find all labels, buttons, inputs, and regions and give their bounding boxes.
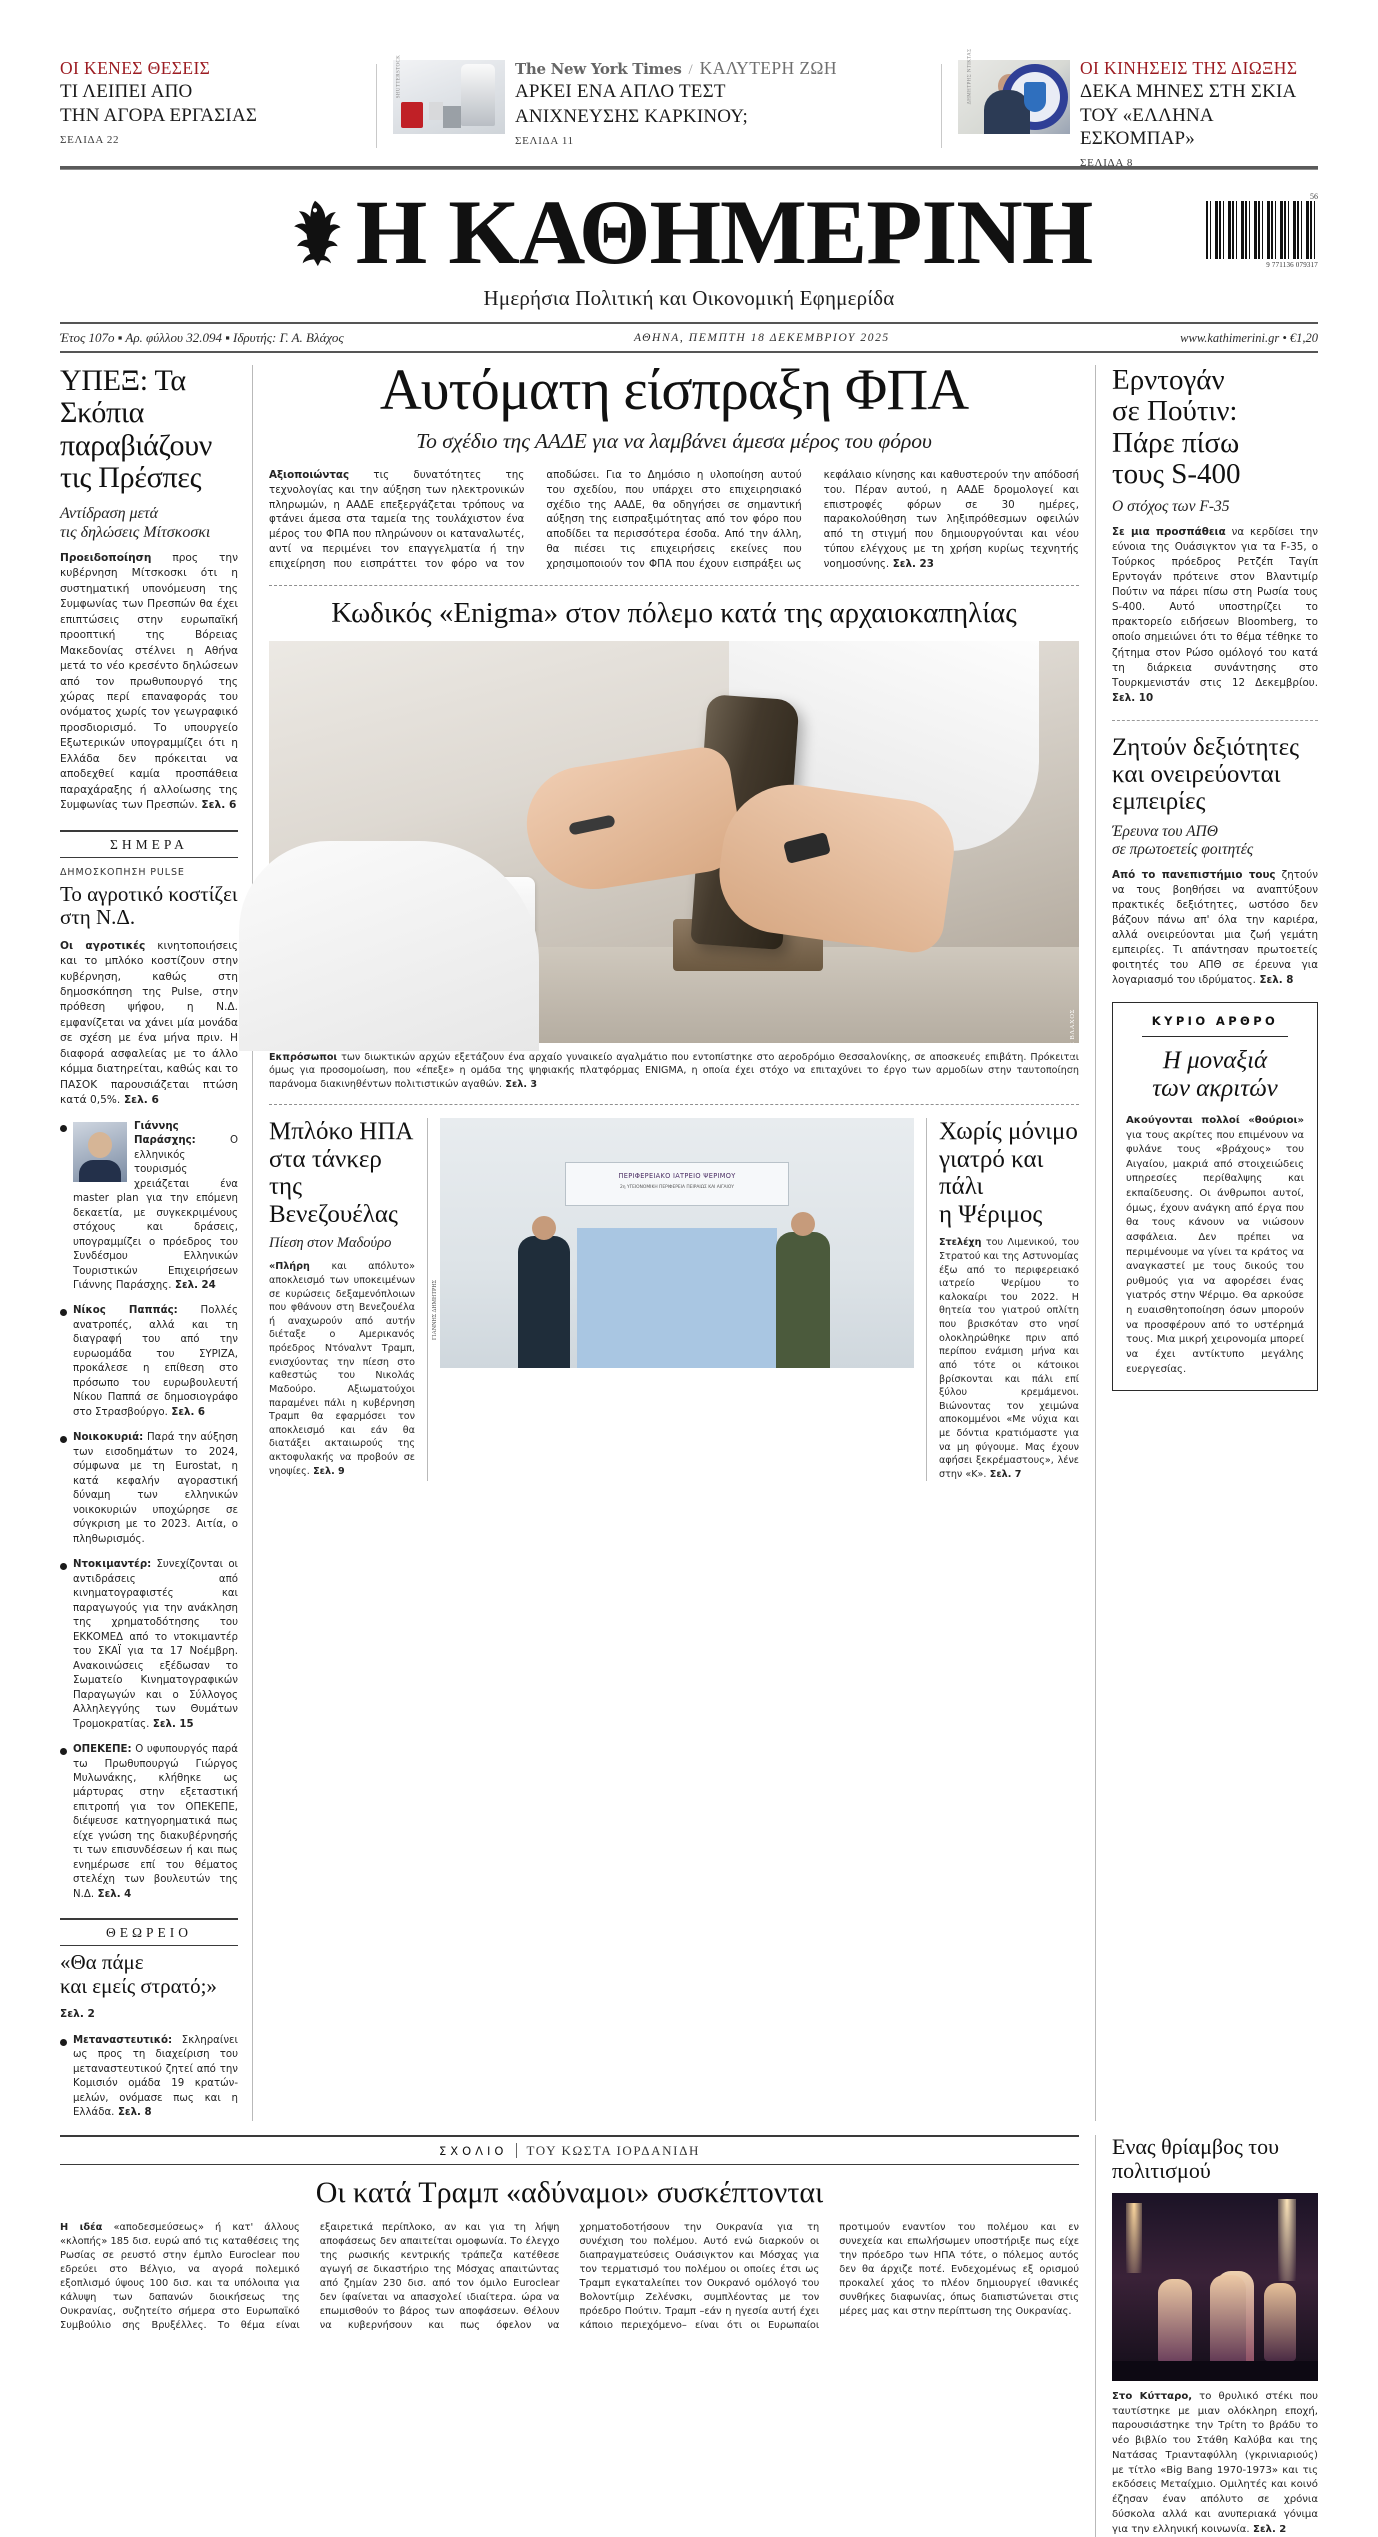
bullet-0-text: Ο ελληνικός τουρισμός χρειάζεται ένα master plan για την επόμενη δεκαετία, με συγκεκριμένους στόχους και δράσεις, υπογραμμίζει ο πρόεδρος του Συνδέσμου Ελληνικών Τουριστικών Επιχειρήσεων Γιάννης Παράσχης.	[73, 1135, 238, 1291]
apth-headline-line2: και ονειρεύονται	[1112, 760, 1281, 788]
erdogan-lead-word: Σε μια προσπάθεια	[1112, 526, 1226, 539]
promo-right-photo-credit: ΔΗΜΗΤΡΗΣ ΝΤΙΚΤΑΣ	[967, 48, 973, 105]
photo-door	[577, 1228, 777, 1368]
left-lead-subhead	[60, 504, 238, 542]
bullet-last-lead: Μεταναστευτικό:	[73, 2034, 173, 2046]
today-label: ΣΗΜΕΡΑ	[110, 836, 188, 852]
editorial-headline-line2: των ακριτών	[1152, 1075, 1278, 1103]
scholio-header	[60, 2137, 1079, 2164]
right-sidebar	[1096, 365, 1318, 2121]
left-lead-ref[interactable]: Σελ. 6	[197, 799, 237, 812]
main-ref[interactable]: Σελ. 23	[889, 557, 934, 570]
theoreio-label: ΘΕΩΡΕΙΟ	[105, 1925, 193, 1941]
erdogan-headline-line1: Ερντογάν	[1112, 364, 1225, 396]
masthead	[60, 181, 1318, 284]
venezuela-lead-word: «Πλήρη	[269, 1261, 310, 1273]
bullet-3-ref[interactable]: Σελ. 15	[149, 1718, 194, 1730]
erdogan-ref[interactable]: Σελ. 10	[1112, 691, 1154, 704]
theoreio-headline-line1: «Θα πάμε	[60, 1950, 144, 1975]
venezuela-subhead: Πίεση στον Μαδούρο	[269, 1235, 392, 1252]
bottom-section	[60, 2135, 1318, 2537]
promo-left-headline-line1: ΤΙ ΛΕΙΠΕΙ ΑΠΟ	[60, 80, 193, 102]
avatar	[73, 1122, 127, 1182]
pulse-kicker: ΔΗΜΟΣΚΟΠΗΣΗ PULSE	[60, 866, 185, 878]
venezuela-body	[269, 1260, 415, 1478]
scholio-divider-icon	[516, 2143, 517, 2158]
dateline-right[interactable]: www.kathimerini.gr • €1,20	[1180, 330, 1318, 345]
promo-right-kicker: ΟΙ ΚΙΝΗΣΕΙΣ ΤΗΣ ΔΙΩΞΗΣ	[1080, 58, 1298, 78]
apth-headline-line1: Ζητούν δεξιότητες	[1112, 733, 1300, 761]
pulse-body	[60, 939, 238, 1109]
pulse-ref[interactable]: Σελ. 6	[120, 1094, 159, 1107]
pserimos-story	[927, 1118, 1079, 1481]
bullet-1-ref[interactable]: Σελ. 6	[167, 1406, 206, 1418]
barcode-bars	[1206, 201, 1318, 259]
erdogan-headline[interactable]	[1112, 365, 1318, 490]
apth-subhead	[1112, 823, 1318, 859]
left-lead-body	[60, 551, 238, 814]
theoreio-section-band	[60, 1918, 238, 1946]
bullet-3-lead: Ντοκιμαντέρ:	[73, 1559, 152, 1571]
left-lead-body-text: προς την κυβέρνηση Μίτσκοσκι ότι η συστηματική υπονόμευση της Συμφωνίας των Πρεσπών θα έχει επιπτώσεις στην ευρωπαϊκή προοπτική της Βόρειας Μακεδονίας στέλνει η Αθήνα μετά το νέο κρεσέντο δηλώσεων από τον πρωθυπουργό της χώρας περί επαναφοράς του ονόματος χωρίς τον γεωγραφικό προσδιορισμό. Το υπουργείο Εξωτερικών υπογραμμίζει ότι η Ελλάδα δεν πρόκειται να αποδεχθεί καμία προσπάθεια παραχάραξης ή αλλοίωσης της Συμφωνίας των Πρεσπών.	[60, 551, 238, 812]
bullet-last-body	[73, 2034, 238, 2121]
main-content	[253, 357, 1095, 2121]
enigma-photo-credit: ΔΗΜΗΤΡΗΣ ΒΛΑΧΟΣ	[1069, 1008, 1076, 1082]
scholio-rule-bottom	[60, 2164, 1079, 2165]
apth-subhead-line2: σε πρωτοετείς φοιτητές	[1112, 840, 1254, 858]
photo-figure-officer	[518, 1236, 570, 1368]
today-section-band	[60, 830, 238, 858]
main-grid	[60, 357, 1319, 2121]
editorial-body	[1126, 1114, 1304, 1377]
police-seal-icon	[1002, 64, 1068, 130]
nyt-logo: The New York Times	[515, 60, 682, 78]
pserimos-photo-wrap	[428, 1118, 926, 1481]
apth-ref[interactable]: Σελ. 8	[1255, 973, 1294, 986]
photo-performer-1	[1158, 2279, 1192, 2363]
bullet-2-body	[73, 1431, 238, 1547]
bullet-2-lead: Νοικοκυριά:	[73, 1432, 144, 1444]
theoreio-ref-wrap	[60, 2007, 238, 2022]
bullet-3-body	[73, 1558, 238, 1732]
scholio-headline[interactable]: Οι κατά Τραμπ «αδύναμοι» συσκέπτονται	[315, 2175, 824, 2209]
bullet-dot-icon	[60, 1309, 67, 1316]
masthead-tagline: Ημερήσια Πολιτική και Οικονομική Εφημερίδα	[483, 286, 895, 310]
bullet-dot-icon	[60, 1125, 67, 1132]
scholio-label: ΣΧΟΛΙΟ	[438, 2143, 508, 2158]
barcode	[1206, 192, 1318, 269]
venezuela-body-text: και απόλυτο» αποκλεισμό των υποκειμένων σε κυρώσεις δεξαμενόπλοιων που φθάνουν στη Βενεζουέλα ή αναχωρούν από αυτήν διέταξε ο Αμερικανός πρόεδρος Ντόναλντ Τραμπ, ενισχύοντας την πίεση στο καθεστώς του Νικολάς Μαδούρο. Αξιωματούχοι παραμένει πάλι η κυβέρνηση Τραμπ θα εφαρμόσει τον αποκλεισμό και εάν θα διατάξει ακταιωρούς της ακτοφυλακής να προβούν σε νηοψίες.	[269, 1261, 415, 1477]
bullet-4-body	[73, 1743, 238, 1902]
editorial-rule	[1142, 1036, 1288, 1037]
left-lead-subhead-line1: Αντίδραση μετά	[60, 504, 158, 522]
editorial-label: ΚΥΡΙΟ ΑΡΘΡΟ	[1151, 1013, 1279, 1028]
photo-stage-light-left	[1126, 2203, 1142, 2273]
bullet-3-text: Συνεχίζονται οι αντιδράσεις από κινηματογραφιστές και παραγωγούς για την ανάκληση της χρηματοδότησης του ΕΚΚΟΜΕΔ από το ντοκιμαντέρ του ΣΚΑΪ για τα 17 Νοέμβρη. Ανακοινώσεις εξέδωσαν το Σωματείο Κινηματογραφικών Παραγωγών και ο Σύλλογος Αλληλεγγύης των Θυμάτων Τρομοκρατίας.	[73, 1559, 238, 1730]
list-item[interactable]	[60, 1120, 238, 1294]
erdogan-headline-line4: τους S-400	[1112, 457, 1241, 490]
bullet-last-text: Σκληραίνει ως προς τη διαχείριση του μεταναστευτικού ζητεί από την Κομισιόν ομάδα 19 κρατών-μελών, ονόμασε πως και η Ελλάδα.	[73, 2034, 238, 2119]
left-lead-lead-word: Προειδοποίηση	[60, 551, 152, 564]
enigma-caption-lead: Εκπρόσωποι	[269, 1051, 338, 1063]
scholio-col4: Τραμπ –εάν η ηγεσία αυτή έχει κάποιο περιεχόμενο– είναι ότι οι Ευρωπαίοι προτιμούν εναντίον του πολέμου και εν συνεχεία και επωλήσωμεν υποστήριξε πως είχε την πρόεδρο των ΗΠΑ τότε, ο πόλεμος αυτός δεν θα άρχιζε ποτέ. Ενδεχομένως εξ ορισμού προκαλεί χάος το πλέον δημιουργεί ιθανικές συνθήκες διαφωνίας, όπως διαπιστώνεται στις μέρες μας και στην περίπτωση της Ουκρανίας.	[579, 2221, 1079, 2332]
pserimos-photo	[432, 1118, 914, 1368]
venezuela-ref[interactable]: Σελ. 9	[309, 1465, 345, 1477]
editorial-box	[1112, 1002, 1318, 1391]
top-promo-banner	[60, 48, 1318, 170]
promo-divider-1	[376, 64, 377, 148]
barcode-number: 9 771136 079317	[1266, 261, 1318, 269]
dateline-rule-bottom	[60, 351, 1318, 353]
culture-article	[1096, 2135, 1318, 2537]
bullet-dot-icon	[60, 2039, 67, 2046]
scholio-article	[60, 2135, 1095, 2537]
pserimos-lead-word: Στελέχη	[939, 1237, 982, 1249]
venezuela-story	[269, 1118, 427, 1481]
editorial-headline-line1: Η μοναξιά	[1162, 1046, 1268, 1074]
promo-center-page-ref: ΣΕΛΙΔΑ 11	[515, 134, 574, 147]
promo-item-center[interactable]	[393, 54, 925, 147]
scholio-col1: «αποδεσμεύσεως» ή κατ' άλλους «κλοπής» 185 δισ. ευρώ από τις καταθέσεις της Ρωσίας σε ρευστό στην έμπλο Euroclear που εδρεύει στο Βέλγιο, να αγορά πολεμικό εξοπλισμό ύψους 100 δισ. και τα υπόλοιπα για κάλυψη των δαπανών διοικήσεως της Ουκρανίας, συζητείτο σήμερα στο Ευρωπαϊκό Συμβούλιο σης Βρυξέλλες.	[60, 2221, 300, 2332]
pserimos-body	[939, 1236, 1079, 1481]
scholio-col3: ώρα να επωμισθούν το βάρος των αποφάσεων. Θέλουν να κυβερνήσουν και πως όφελον να χρηματοδοτήσουν την Ουκρανία για τη συνέχιση του πολέμου. Αυτό ενώ διαρκούν οι διαπραγματεύσεις Ουάσιγκτον και Μόσχας για τον τερματισμό του πολέμου οι οποίες έτσι ως Τραμπ εγκαταλείπει τον Ουκρανό ομόλογό του Βολοντίμιρ Ζελένσκι, συμπλέοντας με τον πρόεδρο Πούτιν.	[319, 2221, 820, 2332]
list-item[interactable]	[60, 1743, 238, 1902]
photo-stage-light-right	[1278, 2199, 1296, 2281]
scholio-byline: ΤΟΥ ΚΩΣΤΑ ΙΟΡΔΑΝΙΔΗ	[526, 2142, 701, 2158]
enigma-caption-text: των διωκτικών αρχών εξετάζουν ένα αρχαίο γυναικείο αγαλμάτιο που εντοπίστηκε στο αεροδρόμιο Θεσσαλονίκης, σε αποσκευές επιβάτη. Πρόκειται όμως για προσομοίωση, που «έπεξε» η ομάδα της ψηφιακής πλατφόρμας ENIGMA, η οποία έχει στόχο να επιταχύνει το έργο των αρμοδίων στην ταυτοποίηση παράνομα διακινηθέντων πολιτιστικών αγαθών.	[269, 1051, 1079, 1090]
clinic-sign	[565, 1162, 789, 1206]
trio-divider	[269, 1104, 1079, 1105]
promo-center-headline-line1: ΑΡΚΕΙ ΕΝΑ ΑΠΛΟ ΤΕΣΤ	[515, 81, 726, 102]
main-body	[269, 468, 1079, 572]
dateline-center: ΑΘΗΝΑ, ΠΕΜΠΤΗ 18 ΔΕΚΕΜΒΡΙΟΥ 2025	[634, 332, 890, 344]
promo-left-page-ref: ΣΕΛΙΔΑ 22	[60, 134, 120, 147]
enigma-caption-ref[interactable]: Σελ. 3	[502, 1078, 538, 1090]
editorial-headline[interactable]	[1126, 1047, 1304, 1104]
bullet-4-lead: ΟΠΕΚΕΠΕ:	[73, 1744, 132, 1756]
pserimos-headline-line2: γιατρό και πάλι	[939, 1145, 1044, 1201]
promo-item-right[interactable]	[958, 48, 1318, 170]
list-item[interactable]	[60, 2034, 238, 2121]
bullet-1-lead: Νίκος Παππάς:	[73, 1305, 178, 1317]
pserimos-photo-credit: ΓΙΑΝΝΗΣ ΔΗΜΗΤΡΗΣ	[432, 1280, 438, 1341]
erdogan-body-text: να κερδίσει την εύνοια της Ουάσιγκτον για τα F-35, ο Τούρκος πρόεδρος Ρετζέπ Ταγίπ Ερντογάν πρότεινε στον Βλαντιμίρ Πούτιν να πάρει πίσω στη Ρωσία τους S-400. Αυτό υποστηρίζει το πρακτορείο ειδήσεων Bloomberg, το οποίο σημειώνει ότι το θέμα τέθηκε το ζήτημα στον Ρώσο ομόλογό του κατά τη διάρκεια συνάντησης στο Τουρκμενιστάν στις 12 Δεκεμβρίου.	[1112, 526, 1318, 689]
promo-left-headline-line2: ΤΗΝ ΑΓΟΡΑ ΕΡΓΑΣΙΑΣ	[60, 105, 258, 127]
promo-center-headline-line2: ΑΝΙΧΝΕΥΣΗΣ ΚΑΡΚΙΝΟΥ;	[515, 105, 748, 127]
apth-headline[interactable]	[1112, 734, 1318, 815]
promo-right-page-ref: ΣΕΛΙΔΑ 8	[1080, 157, 1134, 170]
bullet-1-body	[73, 1304, 238, 1420]
left-lead-subhead-line2: τις δηλώσεις Μίτσκοσκι	[60, 523, 211, 541]
bullet-dot-icon	[60, 1436, 67, 1443]
promo-center-slash: /	[688, 62, 693, 78]
editorial-body-text: για τους ακρίτες που επιμένουν να φυλάνε τους «βράχους» του Αιγαίου, μακριά από στοιχειώδεις υπηρεσίες περίθαλψης και εκπαίδευσης. Οι άνθρωποι αυτοί, όμως, έχουν ανάγκη από έργα που θα τους κάνουν να νιώσουν ασφάλεια. Δεν πρέπει να περιμένουμε να γίνει τα κράτος να αναγκαστεί με τους δικούς του ρυθμούς για να αφορέσει ένας γιατρός στην Ψέριμο. Θα αρκούσε η ευαισθητοποίηση όσων μπορούν να προσφέρουν από το υστέρημά τους. Μια μικρή χειρονομία μπορεί να έχει αντίκτυπο μεγάλης ευεργεσίας.	[1126, 1129, 1304, 1375]
bullet-dot-icon	[60, 1748, 67, 1755]
main-lead-word: Αξιοποιώντας	[269, 469, 350, 481]
pulse-body-text: κινητοποιήσεις και το μπλόκο κοστίζουν στην κυβέρνηση, καθώς στη δημοσκόπηση της Pulse, στην πρόθεση ψήφου, η Ν.Δ. εμφανίζεται να χάνει μία μονάδα σε σχέση με ένα μήνα πριν. Η διαφορά ασφαλείας με το άλλο κόμμα διατηρείται, καθώς και το ΠΑΣΟΚ παρουσιάζεται πτώση κατά 0,5%.	[60, 939, 238, 1107]
scholio-col2: Το θέμα είναι εξαιρετικά περίπλοκο, αν και για τη λήψη αποφάσεως δεν απαιτείται ομοφωνία. Το έλεγχο της ρωσικής κεντρικής τράπεζα κατέθεσε αγωγή σε δικαστήριο της Μόσχας απαιτώντας από ζημίαν 230 δισ. από τον όμιλο Euroclear δεν ίφαίνεται να απασχολεί ιδιαίτερα.	[217, 2221, 560, 2332]
pulse-lead-word: Οι αγροτικές	[60, 939, 146, 952]
photo-performer-3	[1210, 2275, 1246, 2365]
trio-section	[269, 1118, 1079, 1481]
culture-body	[1112, 2390, 1318, 2537]
erdogan-headline-line3: Πάρε πίσω	[1112, 426, 1240, 459]
culture-body-text: το θρυλικό στέκι που ταυτίστηκε με μιαν ολόκληρη εποχή, παρουσιάστηκε την Τρίτη το βράδυ το νέο βιβλίο του Στάθη Καλύβα και της Νατάσας Τριανταφύλλη (γκρινιαριούς) με τίτλο «Big Bang 1970-1973» και τις εκδόσεις Μεταίχμιο. Ομιλητές και κοινό έζησαν έναν απόλυτο σε χρόνια δύσκολα αλλά και ανυπεριακά γόνιμα για την ελληνική κοινωνία.	[1112, 2391, 1318, 2535]
pserimos-ref[interactable]: Σελ. 7	[986, 1468, 1022, 1480]
promo-right-headline-line1: ΔΕΚΑ ΜΗΝΕΣ ΣΤΗ ΣΚΙΑ	[1080, 80, 1297, 102]
bullet-4-ref[interactable]: Σελ. 4	[94, 1888, 132, 1900]
pserimos-headline-line1: Χωρίς μόνιμο	[939, 1118, 1078, 1146]
scholio-lead-word: Η ιδέα	[60, 2221, 103, 2233]
enigma-headline[interactable]: Κωδικός «Enigma» στον πόλεμο κατά της αρχαιοκαπηλίας	[331, 596, 1017, 629]
editorial-lead-word: Ακούγονται πολλοί «θούριοι»	[1126, 1114, 1304, 1126]
venezuela-headline-line3: της Βενεζουέλας	[269, 1173, 398, 1228]
pserimos-body-text: του Λιμενικού, του Στρατού και της Αστυνομίας έξω από το περιφερειακό ιατρείο Ψερίμου το καλοκαίρι του 2022. Η θητεία του γιατρού οπλίτη που βρισκόταν στο νησί ολοκληρώθηκε πριν από περίπου ενάμιση μήνα και από τότε οι κάτοικοι βρίσκονται και πάλι επί ξύλου κρεμάμενοι. Βιώνοντας τον χειμώνα αποκομμένοι «Με νύχια και με δόντια κρατιόμαστε για να μη φύγουμε. Μας έχουν αφήσει ξεκρέμαστους», λένε στην «Κ».	[939, 1237, 1079, 1480]
bullet-dot-icon	[60, 1563, 67, 1570]
photo-performer-4	[1264, 2283, 1296, 2361]
clinic-sign-line2: 2η ΥΓΕΙΟΝΟΜΙΚΗ ΠΕΡΙΦΕΡΕΙΑ ΠΕΙΡΑΙΩΣ ΚΑΙ ΑΙΓΑΙΟΥ	[620, 1185, 734, 1191]
masthead-title: Η ΚΑΘΗΜΕΡΙΝΗ	[355, 181, 1093, 284]
main-body-col2: να τον αποδώσει. Για το Δημόσιο η υλοποίηση αυτού του σχεδίου, που υπάρχει στο επιχειρησιακό σχέδιο της ΑΑΔΕ, θα οδηγήσει σε σημαντική αύξηση της εισπραξιμότητας από τον φόρο που αποδίδει τα περισσότερα έσοδα. Από την άλλη, θα πιέσει τις επιχειρήσεις εκείνες που χρησιμοποιούν τον ΦΠΑ που	[477, 469, 802, 570]
theoreio-ref[interactable]: Σελ. 2	[60, 2008, 95, 2021]
list-item[interactable]	[60, 1431, 238, 1547]
erdogan-body	[1112, 525, 1318, 705]
banner-rule-bottom	[60, 169, 1318, 170]
right-divider-1	[1112, 720, 1318, 721]
culture-photo	[1112, 2193, 1318, 2381]
erdogan-headline-line2: σε Πούτιν:	[1112, 395, 1238, 428]
main-body-col3: έχουν εισπράξει ως κεφάλαιο κίνησης και καθυστερούν την απόδοσή του. Πέραν αυτού, η ΑΑΔΕ δρομολογεί και επιστροφές φόρων σε 30 ημέρες, παρακολούθηση των ληξιπρόθεσμων οφειλών από τη στιγμή που δημιουργούνται και νέου τύπου ελέγχους με τη χρήση κυρίως τεχνητής νοημοσύνης.	[694, 469, 1079, 570]
list-item[interactable]	[60, 1304, 238, 1420]
promo-right-headline-line2: ΤΟΥ «ΕΛΛΗΝΑ ΕΣΚΟΜΠΑΡ»	[1080, 105, 1213, 150]
bullet-4-text: Ο υφυπουργός παρά τω Πρωθυπουργώ Γιώργος Μυλωνάκης, κλήθηκε ως μάρτυρας στην εξεταστική επιτροπή για τον ΟΠΕΚΕΠΕ, διέψευσε κατηγορηματικά πως είχε γνώση της διακυβέρνησής τι των επισυνδέσεων ή και πως ενημέρωσε επί του θέματος στελέχη των βουλευτών της Ν.Δ.	[73, 1744, 238, 1900]
list-item[interactable]	[60, 1558, 238, 1732]
bullet-2-text: Παρά την αύξηση των εισοδημάτων το 2024, σύμφωνα με τη Eurostat, η κατά κεφαλήν αγοραστική δύναμη των ελληνικών νοικοκυριών υποχώρησε σε σύγκριση με το 2023. Αιτία, ο πληθωρισμός.	[73, 1432, 238, 1545]
venezuela-headline[interactable]	[269, 1118, 415, 1228]
photo-arm-bottom-left	[239, 841, 539, 1051]
pserimos-headline-line3: η Ψέριμος	[939, 1200, 1043, 1228]
barcode-top-number: 56	[1310, 192, 1318, 201]
enigma-divider	[269, 585, 1079, 586]
enigma-caption	[269, 1051, 1079, 1092]
promo-right-thumbnail	[958, 48, 1070, 134]
page-title[interactable]: Αυτόματη είσπραξη ΦΠΑ	[379, 357, 969, 422]
venezuela-headline-line1: Μπλόκο ΗΠΑ	[269, 1118, 414, 1146]
phoenix-logo-icon	[286, 197, 344, 269]
apth-headline-line3: εμπειρίες	[1112, 787, 1206, 815]
pulse-headline[interactable]: Το αγροτικό κοστίζει στη Ν.Δ.	[60, 881, 238, 930]
promo-left-kicker: ΟΙ ΚΕΝΕΣ ΘΕΣΕΙΣ	[60, 58, 211, 78]
photo-stage-floor	[1112, 2361, 1318, 2381]
bullet-1-text: Πολλές ανατροπές, αλλά και τη διαγραφή του από την ευρωομάδα του ΣΥΡΙΖΑ, προκάλεσε η επίθεση στο πρόσωπο του ευρωβουλευτή Νίκου Παππά σε δημοσιογράφο στο Στρασβούργο.	[73, 1305, 238, 1418]
theoreio-headline-line2: και εμείς στρατό;»	[60, 1973, 217, 1998]
promo-center-kicker: ΚΑΛΥΤΕΡΗ ΖΩΗ	[699, 58, 837, 78]
promo-item-left[interactable]	[60, 58, 360, 146]
theoreio-headline[interactable]	[60, 1951, 238, 1998]
culture-ref[interactable]: Σελ. 2	[1249, 2523, 1287, 2535]
dateline	[60, 324, 1318, 351]
clinic-sign-line1: ΠΕΡΙΦΕΡΕΙΑΚΟ ΙΑΤΡΕΙΟ ΨΕΡΙΜΟΥ	[618, 1172, 736, 1181]
dateline-left: Έτος 107ο ▪ Αρ. φύλλου 32.094 ▪ Ιδρυτής: Γ. Α. Βλάχος	[60, 330, 344, 345]
scholio-body	[60, 2221, 1079, 2334]
promo-center-photo-credit: SHUTTERSTOCK	[396, 54, 402, 99]
main-body-col1: τις δυνατότητες της τεχνολογίας και την αύξηση των ηλεκτρονικών πληρωμών, η ΑΑΔΕ επεξεργάζεται τρόπους να φτάνει άμεσα στα ταμεία της τουλάχιστον ένα μέρος του ΦΠΑ που πληρώνουν οι καταναλωτές, αντί να περιμένει τον επαγγελματία ή την επιχείρηση που εισπράττει τον φόρο	[269, 469, 525, 570]
bullet-last-ref[interactable]: Σελ. 8	[114, 2107, 152, 2119]
erdogan-subhead: Ο στόχος των F-35	[1112, 498, 1230, 516]
culture-headline[interactable]: Ενας θρίαμβος του πολιτισμού	[1112, 2133, 1280, 2184]
left-sidebar	[60, 365, 252, 2121]
main-subhead: Το σχέδιο της ΑΑΔΕ για να λαμβάνει άμεσα μέρος του φόρου	[416, 429, 932, 453]
photo-figure-soldier	[776, 1232, 830, 1368]
pserimos-headline[interactable]	[939, 1118, 1079, 1228]
apth-body	[1112, 868, 1318, 988]
bullet-0-lead: Γιάννης Παράσχης:	[134, 1120, 196, 1147]
apth-lead-word: Από το πανεπιστήμιο τους	[1112, 868, 1276, 881]
bullet-0-ref[interactable]: Σελ. 24	[171, 1279, 216, 1291]
venezuela-headline-line2: στα τάνκερ	[269, 1145, 382, 1173]
left-lead-headline[interactable]: ΥΠΕΞ: Τα Σκόπια παραβιάζουν τις Πρέσπες	[60, 364, 213, 495]
culture-lead-word: Στο Κύτταρο,	[1112, 2391, 1193, 2402]
apth-subhead-line1: Έρευνα του ΑΠΘ	[1112, 822, 1218, 840]
apth-body-text: ζητούν να τους βοηθήσει να αναπτύξουν πρακτικές δεξιότητες, ωστόσο δεν βάζουν πάνω απ' όλα την καριέρα, αλλά ονειρεύονται μια ζωή γεμάτη εμπειρίες. Τι απάντησαν πρωτοετείς φοιτητές του ΑΠΘ σε έρευνα για λογαριασμό του ιδρύματος.	[1112, 868, 1319, 986]
bullet-0-body	[73, 1120, 238, 1294]
promo-center-thumbnail	[393, 54, 505, 134]
promo-divider-2	[941, 64, 942, 148]
